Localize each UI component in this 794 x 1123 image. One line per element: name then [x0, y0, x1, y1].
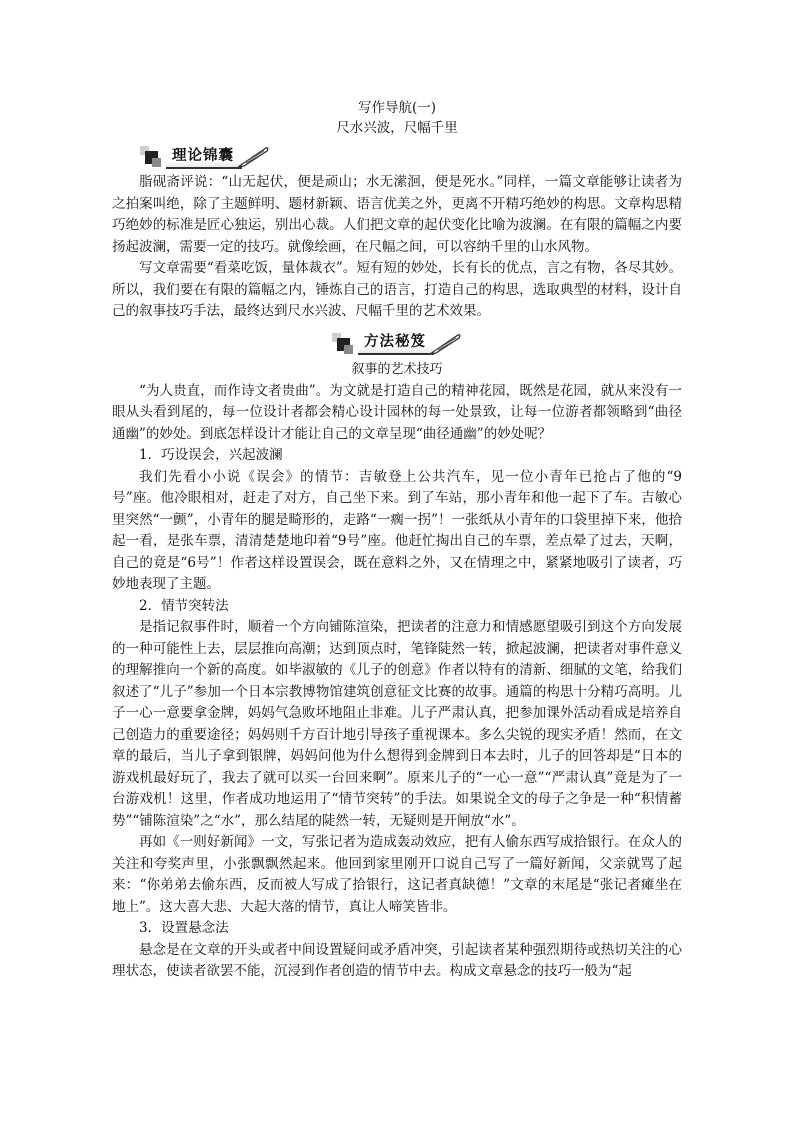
quill-pen-icon — [428, 332, 462, 356]
paragraph: 悬念是在文章的开头或者中间设置疑问或矛盾冲突，引起读者某种强烈期待或热切关注的心理状态，使读者欲罢不能，沉浸到作者创造的情节中去。构成文章悬念的技巧一般为“起 — [112, 941, 682, 979]
paragraph: 写文章需要“看菜吃饭，量体裁衣”。短有短的妙处，长有长的优点，言之有物，各尽其妙。所以，我们要在有限的篇幅之内，锤炼自己的语言，打造自己的构思，选取典型的材料，设计自己的叙事技巧手法，最终达到尺水兴波、尺幅千里的艺术效果。 — [112, 260, 682, 319]
stacked-squares-icon — [140, 146, 162, 168]
document-subtitle: 尺水兴波，尺幅千里 — [336, 120, 458, 136]
document-title: 写作导航(一) — [357, 100, 437, 116]
paragraph: 脂砚斋评说：“山无起伏，便是顽山；水无潆洄，便是死水。”同样，一篇文章能够让读者为之拍案叫绝，除了主题鲜明、题材新颖、语言优美之外，更离不开精巧绝妙的构思。文章构思精巧绝妙的标准是匠心独运，别出心裁。人们把文章的起伏变化比喻为波澜。在有限的篇幅之内要扬起波澜，需要一定的技巧。就像绘画，在尺幅之间，可以容纳千里的山水风物。 — [112, 174, 682, 255]
section-subheading: 叙事的艺术技巧 — [351, 361, 443, 377]
paragraph: 我们先看小小说《误会》的情节：吉敏登上公共汽车，见一位小青年已抢占了他的“9号”座。他冷眼相对，赶走了对方，自己坐下来。到了车站，那小青年和他一起下了车。吉敏心里突然“一颤”，小青年的腿是畸形的，走路“一瘸一拐”！一张纸从小青年的口袋里掉下来，他拾起一看，是张车票，清清楚楚地印着“9号”座。他赶忙掏出自己的车票，差点晕了过去，天啊，自己的竟是“6号”！作者这样设置误会，既在意料之外，又在情理之中，紧紧地吸引了读者，巧妙地表现了主题。 — [112, 468, 682, 592]
paragraph: “为人贵直，而作诗文者贵曲”。为文就是打造自己的精神花园，既然是花园，就从来没有一眼从头看到尾的，每一位设计者都会精心设计园林的每一处景致，让每一位游者都领略到“曲径通幽”的妙处。到底怎样设计才能让自己的文章呈现“曲径通幽”的妙处呢？ — [112, 382, 682, 442]
quill-pen-icon — [236, 145, 270, 169]
section-banner-label: 理论锦囊 — [166, 146, 242, 169]
paragraph: 再如《一则好新闻》一文，写张记者为造成轰动效应，把有人偷东西写成拾银行。在众人的关注和夸奖声里，小张飘飘然起来。他回到家里刚开口说自己写了一篇好新闻，父亲就骂了起来：“你弟弟去偷东西，反而被人写成了拾银行，这记者真缺德！”文章的末尾是“张记者瘫坐在地上”。这大喜大悲、大起大落的情节，真让人啼笑皆非。 — [112, 834, 682, 915]
section-banner-methods — [112, 331, 682, 357]
numbered-heading: 2．情节突转法 — [139, 597, 229, 614]
numbered-heading: 3．设置悬念法 — [139, 920, 229, 936]
paragraph: 是指记叙事件时，顺着一个方向铺陈渲染，把读者的注意力和情感愿望吸引到这个方向发展的一种可能性上去，层层推向高潮；达到顶点时，笔锋陡然一转，掀起波澜，把读者对事件意义的理解推向一个新的高度。如毕淑敏的《儿子的创意》作者以特有的清新、细腻的文笔，给我们叙述了“儿子”参加一个日本宗教博物馆建筑创意征文比赛的故事。通篇的构思十分精巧高明。儿子一心一意要拿金牌，妈妈气急败坏地阻止非难。儿子严肃认真，把参加课外活动看成是培养自己创造力的重要途径；妈妈则千方百计地引导孩子重视课本。多么尖锐的现实矛盾！然而，在文章的最后，当儿子拿到银牌，妈妈问他为什么想得到金牌到日本去时，儿子的回答却是“日本的游戏机最好玩了，我去了就可以买一台回来啊”。原来儿子的“一心一意”“严肃认真”竟是为了一台游戏机！这里，作者成功地运用了“情节突转”的手法。如果说全文的母子之争是一种“积情蓄势”“铺陈渲染”之“水”，那么结尾的陡然一转，无疑则是开闸放“水”。 — [112, 619, 682, 829]
section-banner-theory — [140, 144, 682, 170]
stacked-squares-icon — [332, 333, 354, 355]
numbered-heading: 1．巧设误会，兴起波澜 — [139, 447, 283, 463]
section-banner-label: 方法秘笈 — [358, 332, 434, 355]
document-page — [112, 98, 682, 983]
